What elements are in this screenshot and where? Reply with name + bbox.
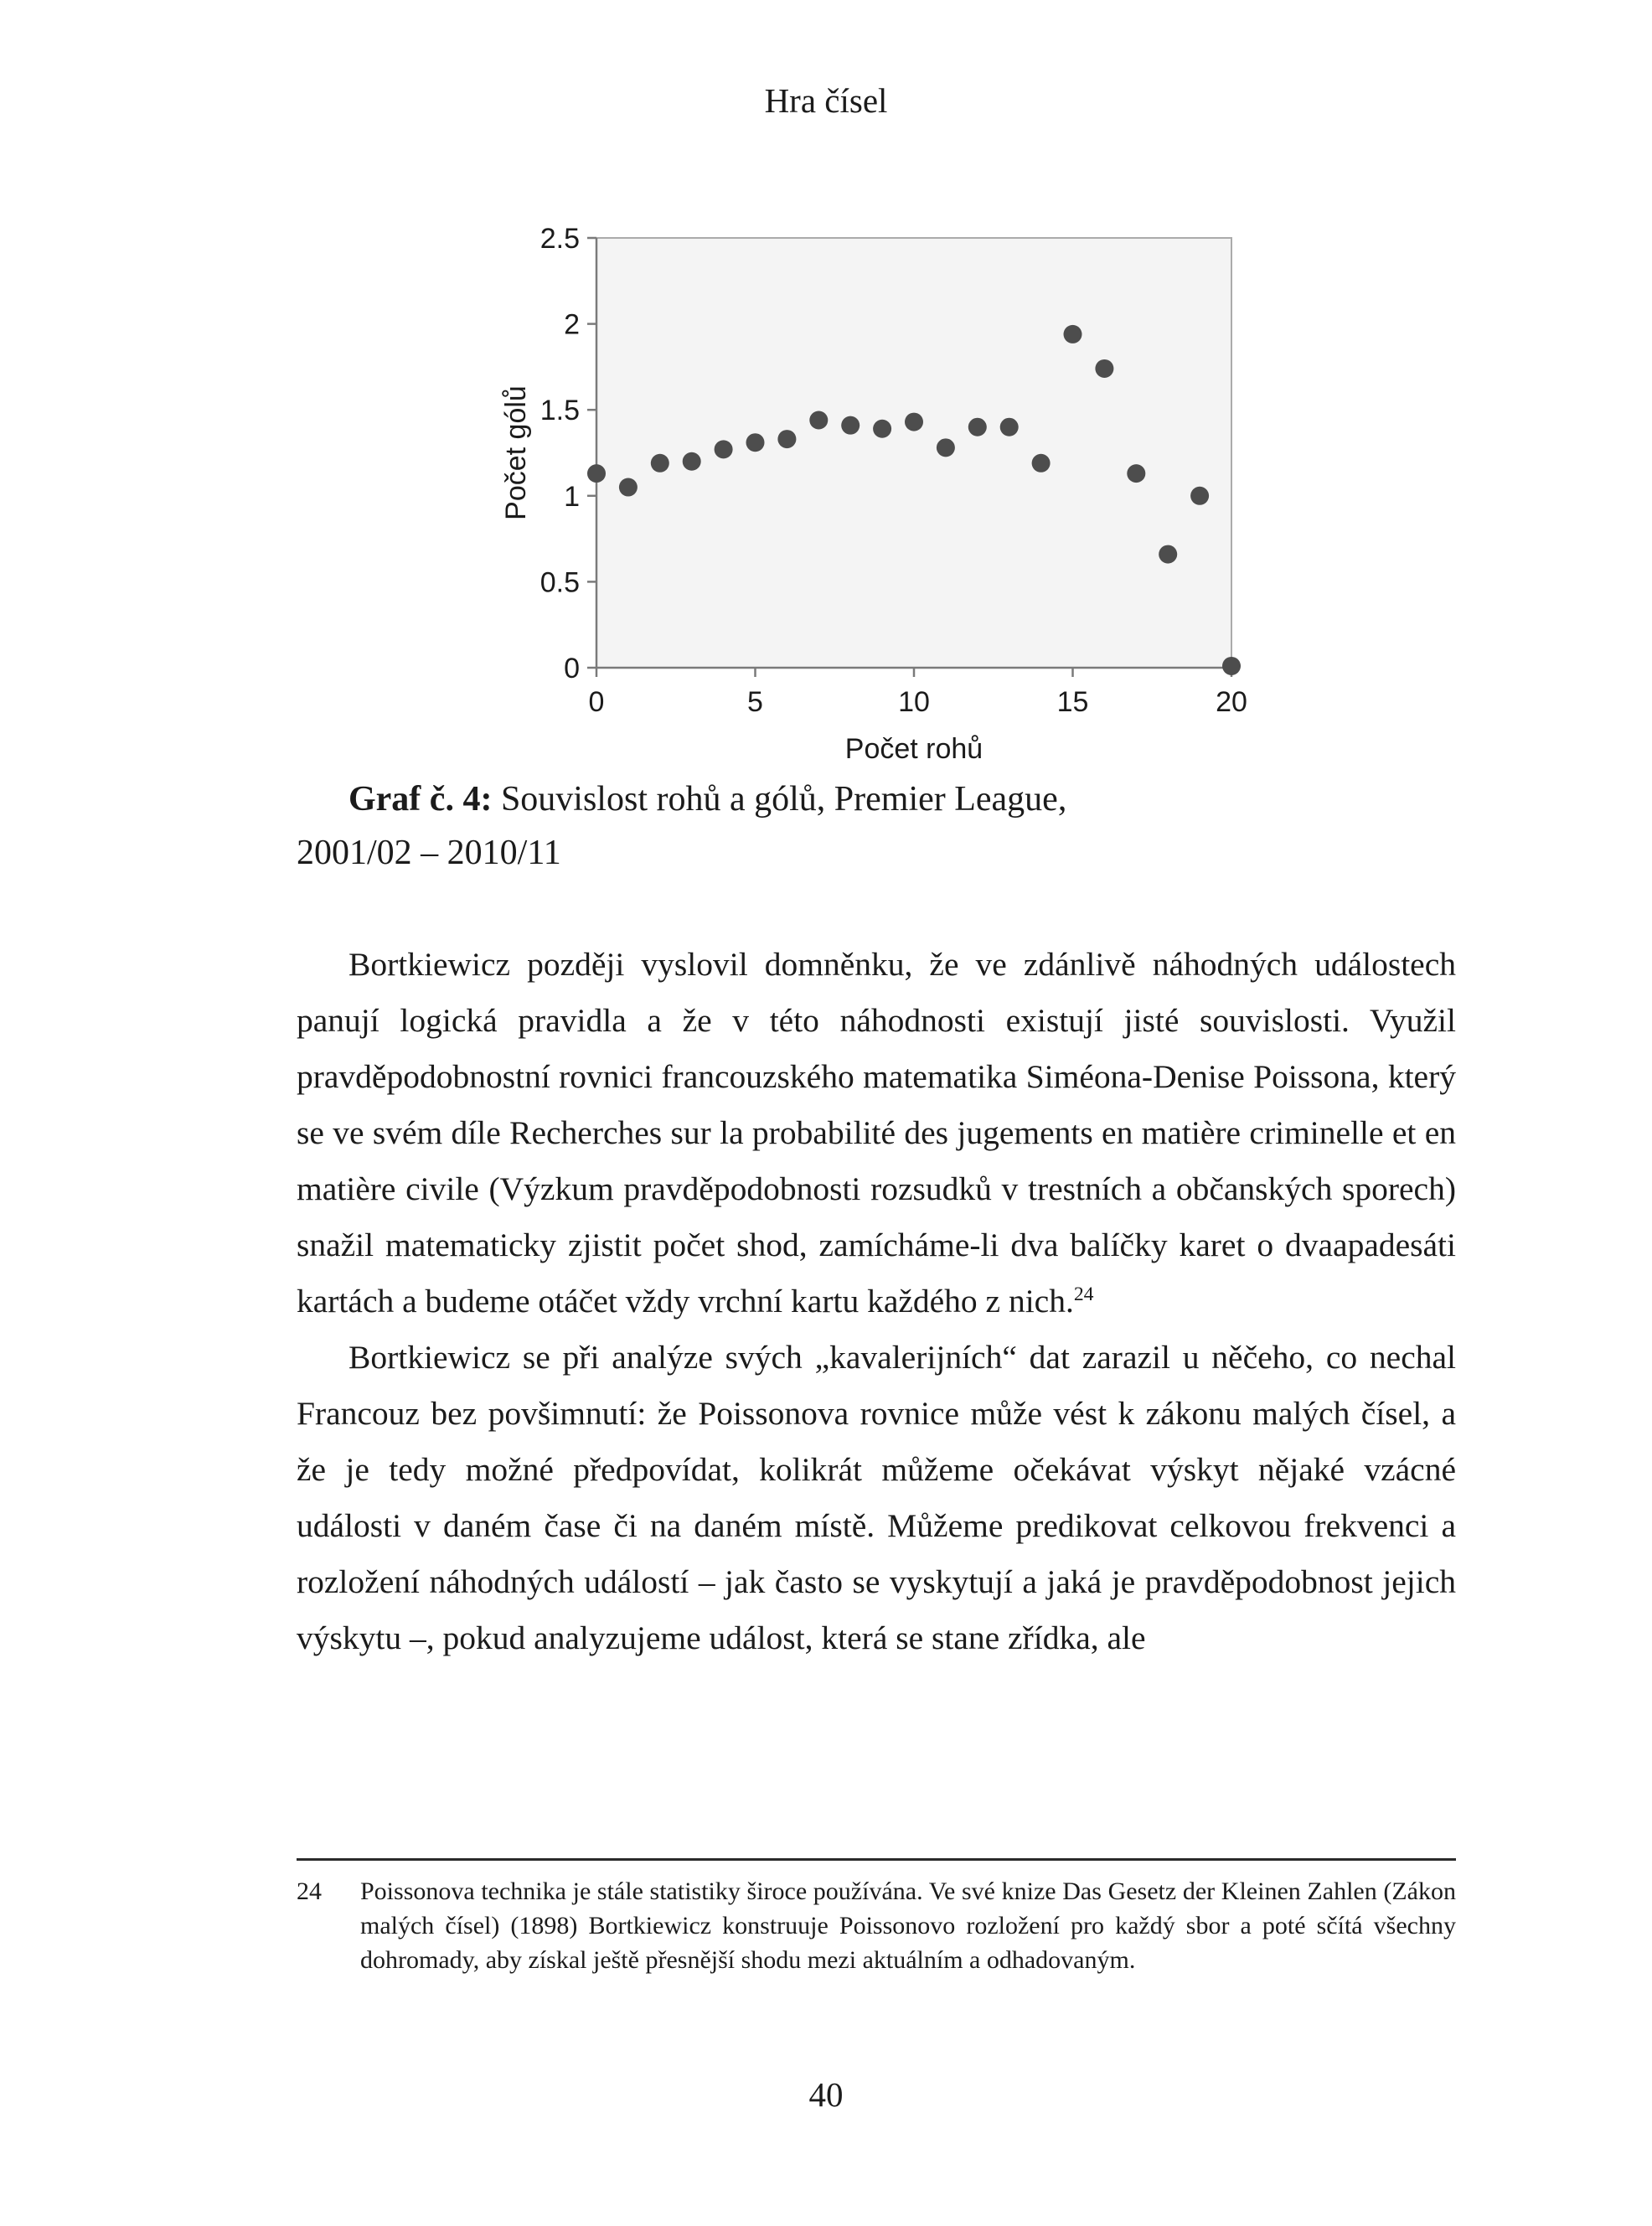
y-tick-label: 0.5 [539, 566, 580, 599]
paragraph-text: Bortkiewicz později vyslovil domněnku, že ve zdánlivě náhodných událostech panují logická pravidla a že v této náhodnosti existují jisté souvislosti. Využil pravděpodobnostní rovnici francouzského matematika Siméona-Denise Poissona, který se ve svém díle Recherches sur la probabilité des jugements en matière criminelle et en matière civile (Výzkum pravděpodobnosti rozsudků v trestních a občanských sporech) snažil matematicky zjistit počet shod, zamícháme-li dva balíčky karet o dvaapadesáti kartách a budeme otáčet vždy vrchní kartu každého z nich. [297, 946, 1456, 1320]
y-tick-label: 1.5 [539, 395, 580, 427]
y-tick-label: 2 [564, 308, 580, 341]
running-head: Hra čísel [764, 81, 888, 120]
footnote-body [297, 1874, 1456, 1977]
x-tick-label: 15 [1056, 686, 1089, 718]
scatter-point [1159, 545, 1177, 564]
scatter-point [1000, 418, 1019, 436]
footnote [297, 1858, 1456, 1977]
scatter-point [968, 418, 987, 436]
scatter-point [651, 454, 669, 473]
scatter-point [1095, 359, 1113, 378]
footnote-text: Poissonova technika je stále statistiky široce používána. Ve své knize Das Gesetz der Kleinen Zahlen (Zákon malých čísel) (1898) Bortkiewicz konstruuje Poissonovo rozložení pro každý sbor a poté sčítá všechny dohromady, aby získal ještě přesnější shodu mezi aktuálním a odhadovaným. [360, 1877, 1456, 1974]
scatter-point [587, 464, 606, 483]
figure-caption-label: Graf č. 4: [348, 780, 493, 819]
scatter-point [809, 411, 828, 430]
y-tick-label: 2.5 [539, 223, 580, 255]
x-tick-label: 0 [588, 686, 605, 718]
figure-caption-line2: 2001/02 – 2010/11 [297, 834, 561, 872]
scatter-chart [482, 211, 1269, 781]
scatter-point [1222, 657, 1241, 675]
scatter-point [873, 420, 891, 438]
scatter-point [1064, 325, 1082, 343]
y-tick-label: 0 [564, 653, 580, 684]
figure-caption-line1 [297, 772, 1302, 826]
x-tick-label: 5 [747, 686, 763, 718]
scatter-point [841, 416, 860, 435]
scatter-point [1190, 487, 1209, 505]
scatter-point [715, 440, 733, 458]
figure-caption [297, 772, 1302, 880]
scatter-point [683, 452, 701, 471]
scatter-point [777, 430, 796, 448]
scatter-point [619, 478, 638, 497]
scatter-point [937, 438, 955, 457]
x-axis-title: Počet rohů [844, 733, 983, 765]
scatter-point [1032, 454, 1051, 473]
scatter-chart-figure [482, 211, 1269, 785]
body-text [297, 937, 1456, 1666]
paragraph: Bortkiewicz se při analýze svých „kavalerijních“ dat zarazil u něčeho, co nechal Francouz bez povšimnutí: že Poissonova rovnice může vést k zákonu malých čísel, a že je tedy možné předpovídat, kolikrát můžeme očekávat výskyt nějaké vzácné události v daném čase či na daném místě. Můžeme predikovat celkovou frekvenci a rozložení náhodných událostí – jak často se vyskytují a jaká je pravděpodobnost jejich výskytu –, pokud analyzujeme událost, která se stane zřídka, ale [297, 1339, 1456, 1656]
scatter-point [746, 433, 765, 452]
x-tick-label: 10 [898, 686, 930, 718]
y-axis-title: Počet gólů [500, 385, 532, 520]
footnote-rule [297, 1858, 1456, 1861]
footnote-number: 24 [297, 1877, 322, 1905]
paragraph [297, 937, 1456, 1330]
y-tick-label: 1 [564, 480, 580, 513]
scatter-point [1127, 464, 1145, 483]
scatter-point [905, 413, 923, 431]
page-number: 40 [808, 2075, 844, 2114]
figure-caption-text: Souvislost rohů a gólů, Premier League, [492, 780, 1067, 819]
x-tick-label: 20 [1216, 686, 1247, 718]
footnote-reference: 24 [1073, 1283, 1094, 1305]
